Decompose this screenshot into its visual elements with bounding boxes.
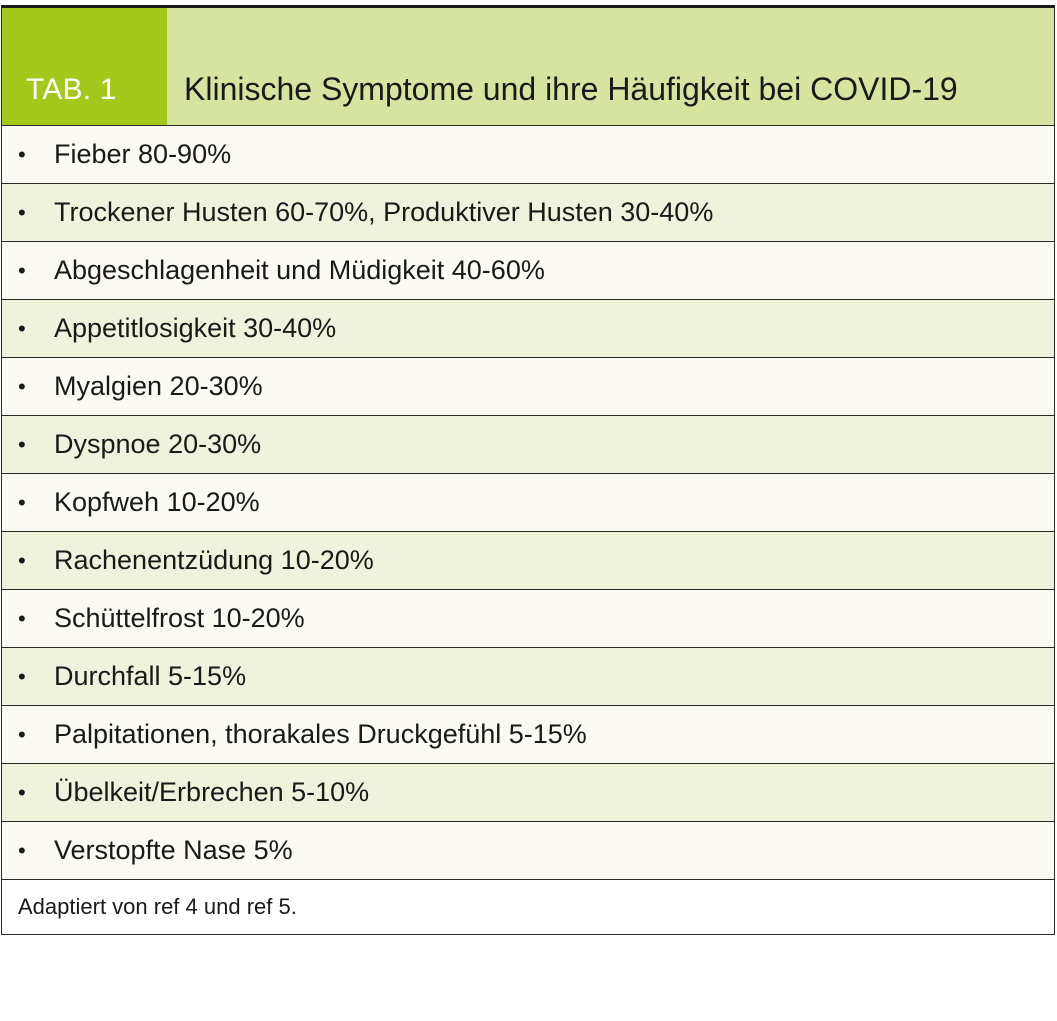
symptom-table [1,5,1055,935]
table-row [2,764,1054,822]
table-footnote: Adaptiert von ref 4 und ref 5. [2,880,1054,934]
bullet-icon: • [18,837,26,863]
table-row [2,126,1054,184]
symptom-text: Kopfweh 10-20% [54,487,260,517]
bullet-icon: • [18,373,26,399]
table-row [2,532,1054,590]
bullet-icon: • [18,547,26,573]
bullet-icon: • [18,779,26,805]
table-row [2,242,1054,300]
bullet-icon: • [18,663,26,689]
bullet-icon: • [18,315,26,341]
symptom-text: Trockener Husten 60-70%, Produktiver Husten 30-40% [54,197,714,227]
bullet-icon: • [18,257,26,283]
symptom-text: Dyspnoe 20-30% [54,429,262,459]
symptom-text: Abgeschlagenheit und Müdigkeit 40-60% [54,255,545,285]
bullet-icon: • [18,721,26,747]
symptom-text: Schüttelfrost 10-20% [54,603,305,633]
bullet-icon: • [18,431,26,457]
bullet-icon: • [18,489,26,515]
symptom-text: Rachenentzüdung 10-20% [54,545,374,575]
symptom-text: Palpitationen, thorakales Druckgefühl 5-15% [54,719,587,749]
table-row [2,358,1054,416]
symptom-text: Übelkeit/Erbrechen 5-10% [54,777,370,807]
bullet-icon: • [18,605,26,631]
table-row [2,474,1054,532]
table-title: Klinische Symptome und ihre Häufigkeit bei COVID-19 [167,8,1054,125]
bullet-icon: • [18,141,26,167]
table-row [2,300,1054,358]
table-row [2,822,1054,880]
table-row [2,706,1054,764]
symptom-text: Durchfall 5-15% [54,661,247,691]
symptom-text: Myalgien 20-30% [54,371,263,401]
symptom-text: Verstopfte Nase 5% [54,835,293,865]
table-number-label: TAB. 1 [2,8,167,125]
bullet-icon: • [18,199,26,225]
table-row [2,184,1054,242]
symptom-list [2,126,1054,880]
table-row [2,416,1054,474]
table-header [2,8,1054,126]
symptom-text: Fieber 80-90% [54,139,232,169]
symptom-text: Appetitlosigkeit 30-40% [54,313,337,343]
table-row [2,590,1054,648]
table-row [2,648,1054,706]
